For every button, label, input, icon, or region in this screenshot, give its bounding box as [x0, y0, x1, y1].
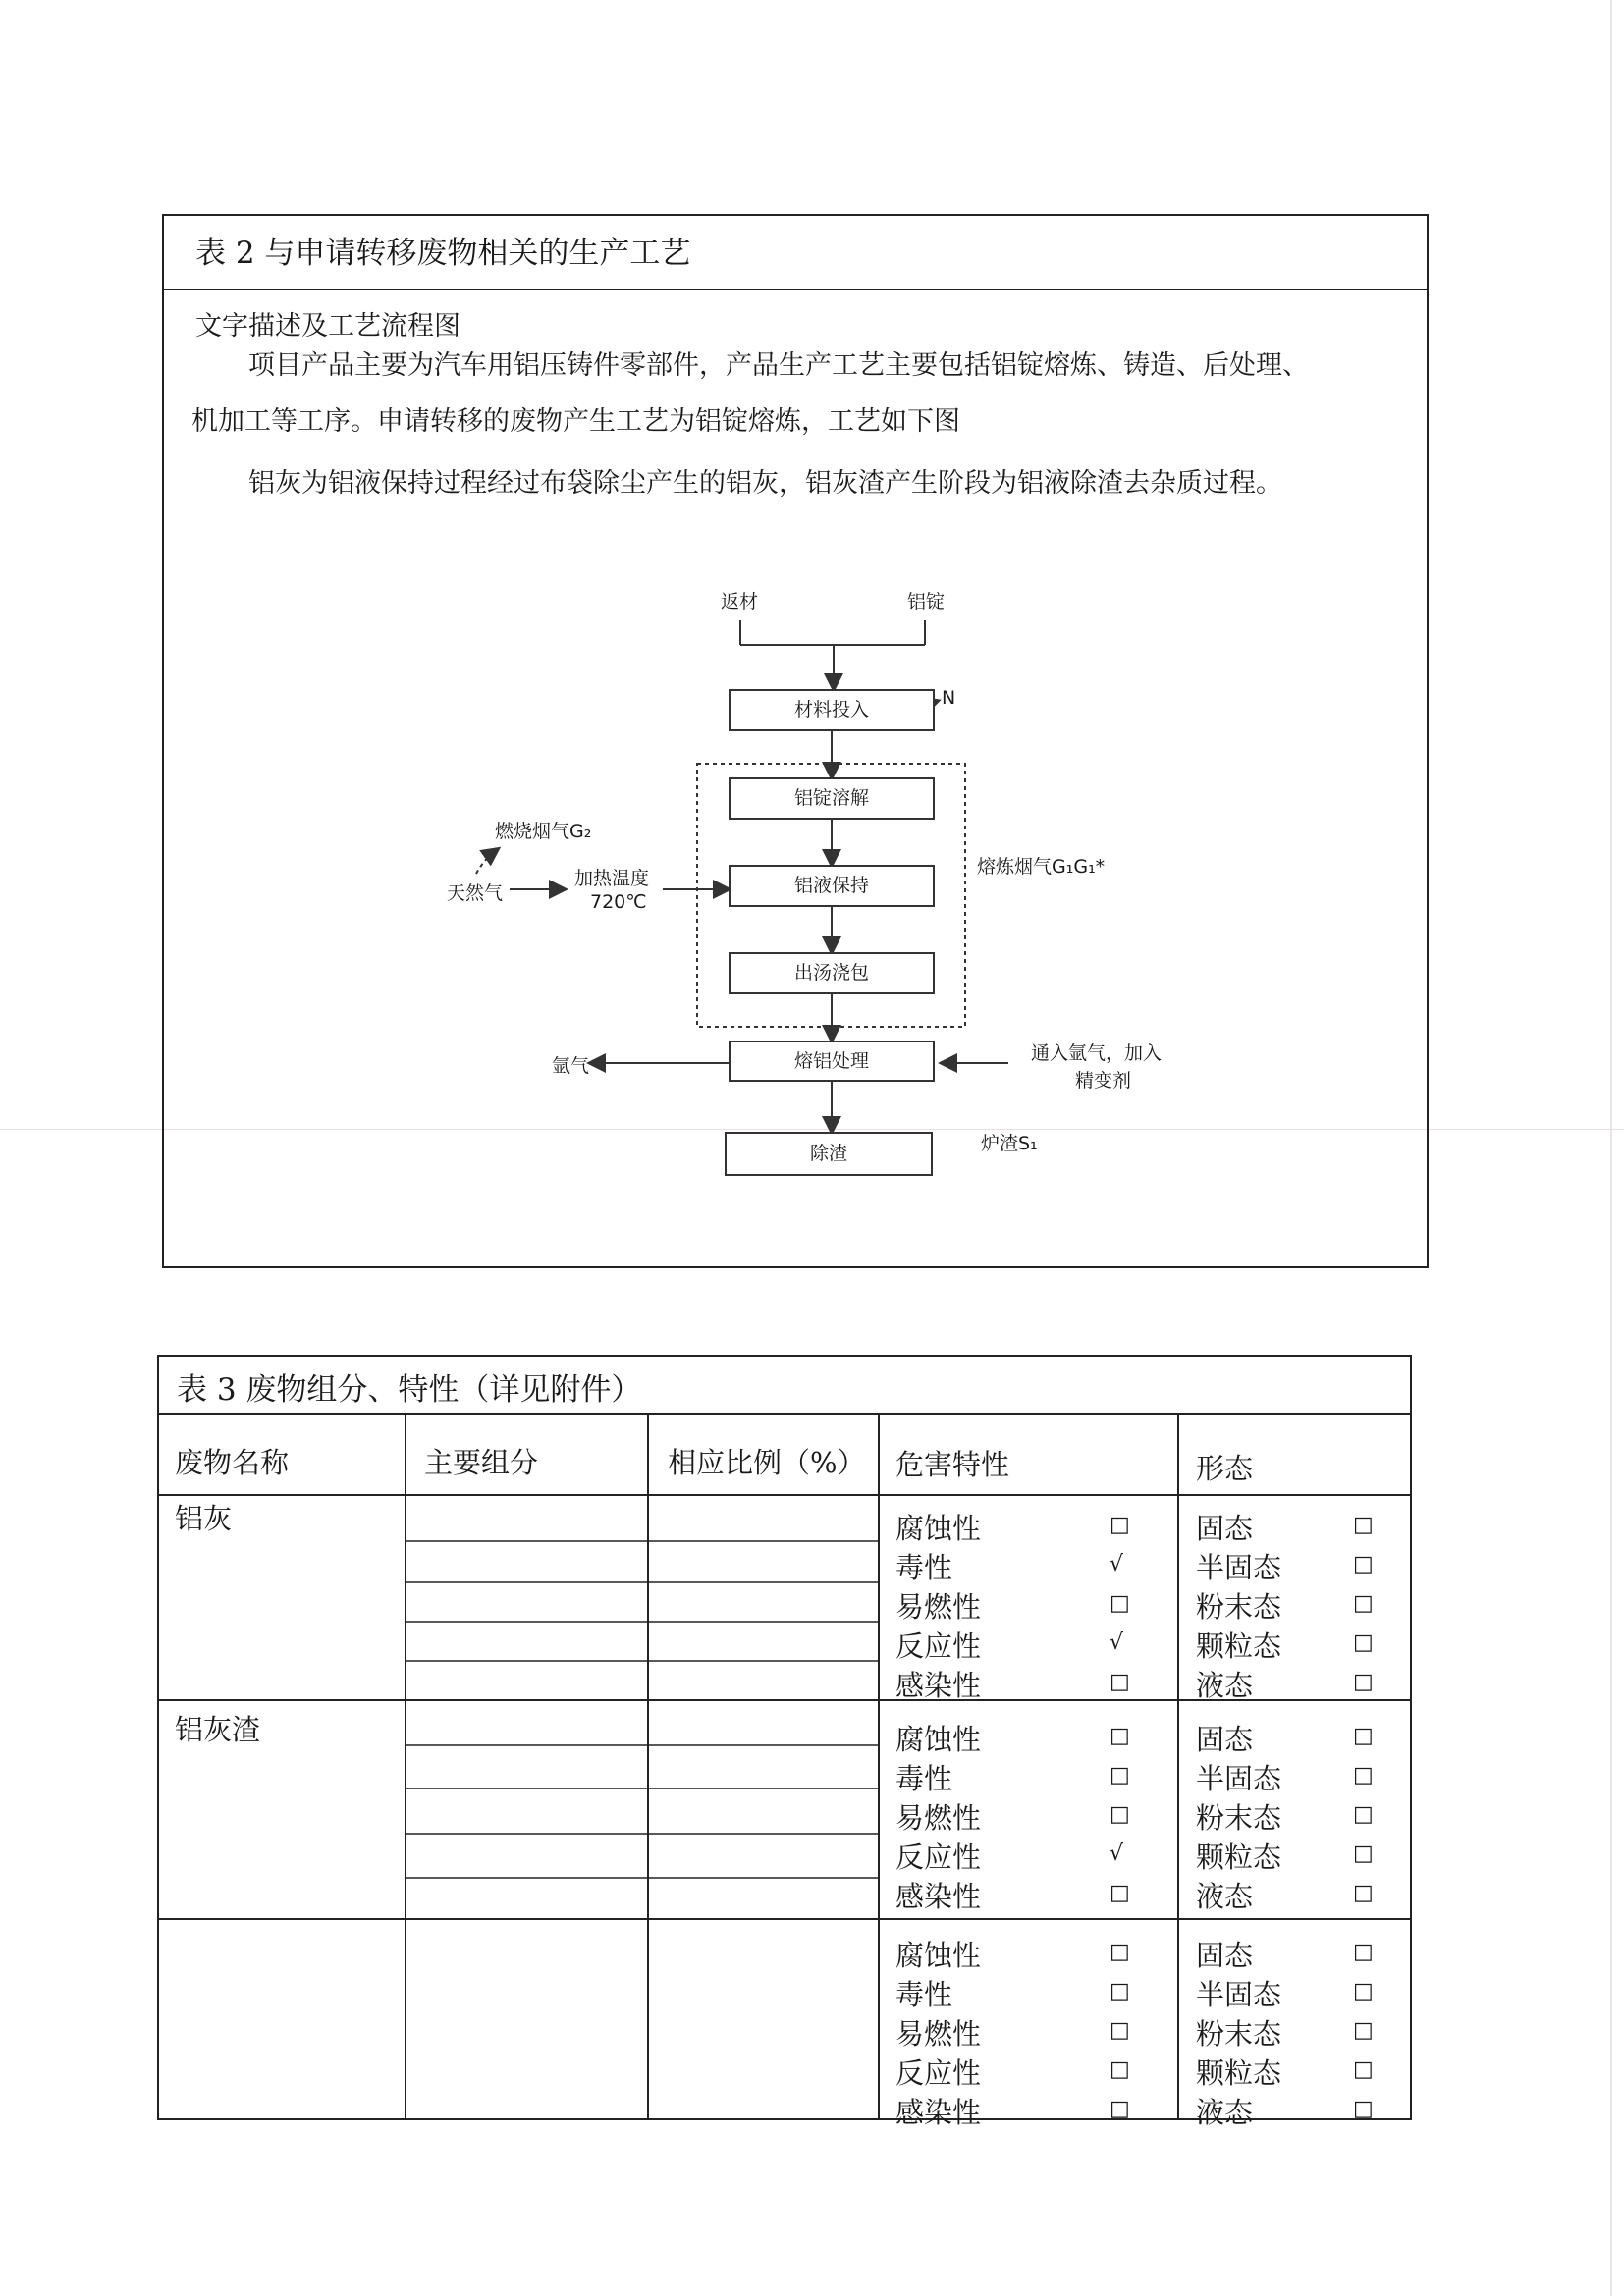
hazard-label: 易燃性 [895, 1590, 982, 1624]
form-label: 粉末态 [1196, 1590, 1282, 1624]
input-return-material: 返材 [721, 591, 759, 613]
smelting-fume-output: 熔炼烟气G₁G₁* [977, 856, 1106, 878]
form-label: 粉末态 [1196, 1801, 1282, 1835]
header-main-component: 主要组分 [424, 1446, 539, 1479]
form-label: 液态 [1196, 2096, 1254, 2129]
hazard-checkbox[interactable]: □ [1110, 1591, 1130, 1616]
hazard-label: 感染性 [895, 2096, 982, 2129]
hazard-checkbox[interactable]: □ [1110, 1724, 1130, 1748]
input-aluminum-ingot: 铝锭 [907, 591, 946, 613]
form-label: 颗粒态 [1196, 1629, 1282, 1663]
hazard-label: 感染性 [895, 1880, 982, 1913]
form-label: 固态 [1196, 1512, 1254, 1545]
form-checkbox[interactable]: □ [1353, 1591, 1374, 1616]
slag-output: 炉渣S₁ [981, 1133, 1038, 1154]
table3-title: 表 3 废物组分、特性（详见附件） [177, 1372, 642, 1408]
hazard-checkbox[interactable]: □ [1110, 1979, 1130, 2003]
argon-output: 氩气 [552, 1055, 590, 1077]
hazard-label: 反应性 [895, 1629, 982, 1663]
form-checkbox[interactable]: □ [1353, 1802, 1374, 1827]
description-line-1: 项目产品主要为汽车用铝压铸件零部件，产品生产工艺主要包括铝锭熔炼、铸造、后处理、 [248, 350, 1309, 381]
argon-input-line-1: 通入氩气，加入 [1031, 1042, 1163, 1064]
table2-subtitle: 文字描述及工艺流程图 [195, 311, 460, 342]
table2-title: 表 2 与申请转移废物相关的生产工艺 [195, 236, 691, 271]
step-molten-treatment: 熔铝处理 [729, 1041, 935, 1082]
form-checkbox[interactable]: □ [1353, 1724, 1374, 1748]
step-ingot-melting: 铝锭溶解 [729, 777, 935, 820]
hazard-label: 易燃性 [895, 2017, 982, 2051]
argon-input-line-2: 精变剂 [1075, 1070, 1132, 1092]
page-edge-line [1610, 0, 1612, 2296]
hazard-label: 易燃性 [895, 1801, 982, 1835]
form-label: 固态 [1196, 1939, 1254, 1972]
hazard-label: 腐蚀性 [895, 1939, 982, 1972]
step-molten-holding: 铝液保持 [729, 865, 935, 907]
flowchart-connectors [164, 216, 1431, 1270]
form-label: 颗粒态 [1196, 1841, 1282, 1874]
waste-name-cell: 铝灰 [175, 1502, 233, 1535]
hazard-checkbox[interactable]: □ [1110, 1763, 1130, 1788]
step-tapping-ladle: 出汤浇包 [729, 952, 935, 994]
hazard-label: 毒性 [895, 1978, 953, 2011]
hazard-checkbox[interactable]: □ [1110, 1940, 1130, 1964]
form-label: 粉末态 [1196, 2017, 1282, 2051]
header-waste-name: 废物名称 [175, 1446, 290, 1479]
description-line-2: 机加工等工序。申请转移的废物产生工艺为铝锭熔炼，工艺如下图 [191, 406, 960, 437]
form-checkbox[interactable]: □ [1353, 1842, 1374, 1866]
hazard-checkbox[interactable]: □ [1110, 2057, 1130, 2082]
hazard-checkbox[interactable]: √ [1110, 1842, 1124, 1866]
waste-name-cell: 铝灰渣 [175, 1713, 261, 1746]
hazard-checkbox[interactable]: √ [1110, 1630, 1124, 1655]
hazard-checkbox[interactable]: √ [1110, 1552, 1124, 1576]
form-checkbox[interactable]: □ [1353, 1979, 1374, 2003]
step-slag-removal: 除渣 [725, 1132, 933, 1176]
hazard-checkbox[interactable]: □ [1110, 1670, 1130, 1694]
natural-gas-source: 天然气 [447, 882, 504, 904]
form-label: 半固态 [1196, 1551, 1282, 1584]
heating-temperature-label: 加热温度 [574, 868, 650, 889]
hazard-label: 毒性 [895, 1762, 953, 1795]
form-checkbox[interactable]: □ [1353, 1630, 1374, 1655]
header-form: 形态 [1196, 1452, 1254, 1485]
form-checkbox[interactable]: □ [1353, 2057, 1374, 2082]
hazard-label: 腐蚀性 [895, 1512, 982, 1545]
hazard-label: 腐蚀性 [895, 1723, 982, 1756]
form-checkbox[interactable]: □ [1353, 1940, 1374, 1964]
heating-temperature-value: 720℃ [590, 891, 647, 913]
form-checkbox[interactable]: □ [1353, 2018, 1374, 2043]
header-hazard: 危害特性 [895, 1448, 1010, 1481]
form-label: 液态 [1196, 1880, 1254, 1913]
step-material-input: 材料投入 [729, 689, 935, 731]
hazard-checkbox[interactable]: □ [1110, 1881, 1130, 1905]
hazard-label: 反应性 [895, 1841, 982, 1874]
material-input-output: N [942, 687, 956, 709]
form-checkbox[interactable]: □ [1353, 2097, 1374, 2121]
table2-process [162, 214, 1429, 1268]
form-checkbox[interactable]: □ [1353, 1881, 1374, 1905]
hazard-label: 感染性 [895, 1669, 982, 1702]
hazard-checkbox[interactable]: □ [1110, 1802, 1130, 1827]
form-label: 半固态 [1196, 1762, 1282, 1795]
hazard-checkbox[interactable]: □ [1110, 1513, 1130, 1537]
form-label: 液态 [1196, 1669, 1254, 1702]
form-label: 颗粒态 [1196, 2056, 1282, 2090]
form-label: 固态 [1196, 1723, 1254, 1756]
hazard-label: 反应性 [895, 2056, 982, 2090]
header-ratio: 相应比例（%） [668, 1446, 866, 1479]
table3-waste-properties [157, 1355, 1412, 2129]
description-line-3: 铝灰为铝液保持过程经过布袋除尘产生的铝灰，铝灰渣产生阶段为铝液除渣去杂质过程。 [248, 468, 1282, 499]
form-checkbox[interactable]: □ [1353, 1670, 1374, 1694]
form-checkbox[interactable]: □ [1353, 1552, 1374, 1576]
form-label: 半固态 [1196, 1978, 1282, 2011]
hazard-checkbox[interactable]: □ [1110, 2018, 1130, 2043]
form-checkbox[interactable]: □ [1353, 1763, 1374, 1788]
hazard-label: 毒性 [895, 1551, 953, 1584]
form-checkbox[interactable]: □ [1353, 1513, 1374, 1537]
hazard-checkbox[interactable]: □ [1110, 2097, 1130, 2121]
combustion-flue-gas: 燃烧烟气G₂ [495, 821, 592, 842]
